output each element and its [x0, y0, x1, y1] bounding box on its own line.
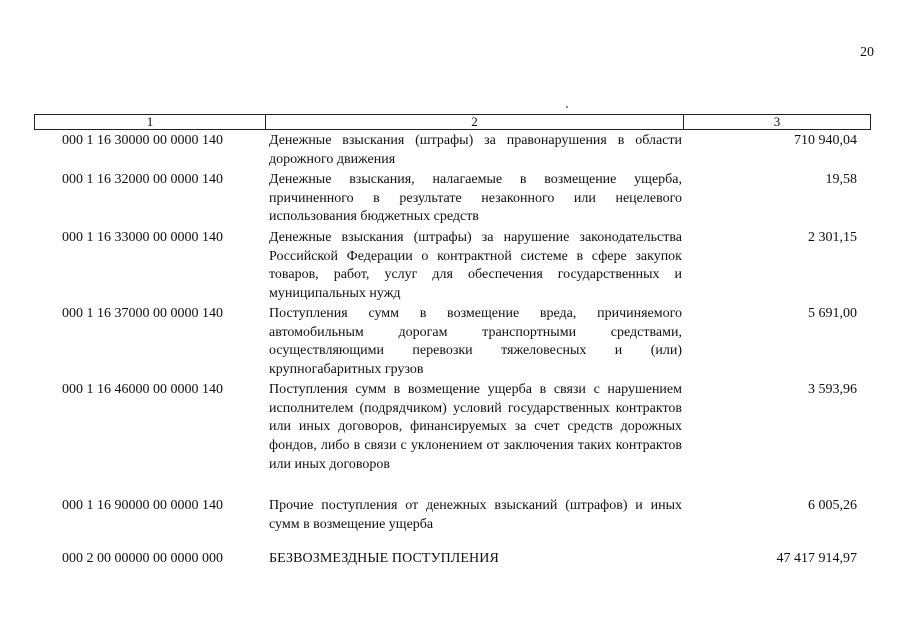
scan-speck: [566, 106, 568, 108]
row-description: Денежные взыскания (штрафы) за правонарушения в области дорожного движения: [269, 133, 682, 167]
budget-code: 000 2 00 00000 00 0000 000: [62, 551, 223, 566]
column-header-3: 3: [684, 115, 871, 130]
row-amount: 47 417 914,97: [776, 551, 857, 566]
row-amount: 3 593,96: [808, 382, 857, 397]
budget-code: 000 1 16 32000 00 0000 140: [62, 172, 223, 187]
row-amount: 710 940,04: [794, 133, 857, 148]
budget-code: 000 1 16 90000 00 0000 140: [62, 498, 223, 513]
column-header-1: 1: [35, 115, 266, 130]
row-description: БЕЗВОЗМЕЗДНЫЕ ПОСТУПЛЕНИЯ: [269, 551, 499, 566]
row-amount: 6 005,26: [808, 498, 857, 513]
row-description: Денежные взыскания (штрафы) за нарушение законодательства Российской Федерации о контрактной системе в сфере закупок товаров, работ, услуг для обеспечения государственных и муниципальных нужд: [269, 230, 682, 302]
row-description: Прочие поступления от денежных взысканий (штрафов) и иных сумм в возмещение ущерба: [269, 498, 682, 532]
column-header-2: 2: [266, 115, 684, 130]
row-amount: 2 301,15: [808, 230, 857, 245]
row-description: Поступления сумм в возмещение вреда, причиняемого автомобильным дорогам транспортными средствами, осуществляющими перевозки тяжеловесных и (или) крупногабаритных грузов: [269, 306, 682, 378]
budget-code: 000 1 16 46000 00 0000 140: [62, 382, 223, 397]
budget-code: 000 1 16 30000 00 0000 140: [62, 133, 223, 148]
column-header-table: [34, 114, 871, 130]
budget-code: 000 1 16 33000 00 0000 140: [62, 230, 223, 245]
row-amount: 5 691,00: [808, 306, 857, 321]
row-amount: 19,58: [825, 172, 857, 187]
row-description: Денежные взыскания, налагаемые в возмещение ущерба, причиненного в результате незаконного или нецелевого использования бюджетных средств: [269, 172, 682, 225]
budget-code: 000 1 16 37000 00 0000 140: [62, 306, 223, 321]
page-number: 20: [860, 45, 874, 60]
row-description: Поступления сумм в возмещение ущерба в связи с нарушением исполнителем (подрядчиком) условий государственных контрактов или иных договоров, финансируемых за счет средств дорожных фондов, либо в связи с уклонением от заключения таких контрактов или иных договоров: [269, 382, 682, 472]
